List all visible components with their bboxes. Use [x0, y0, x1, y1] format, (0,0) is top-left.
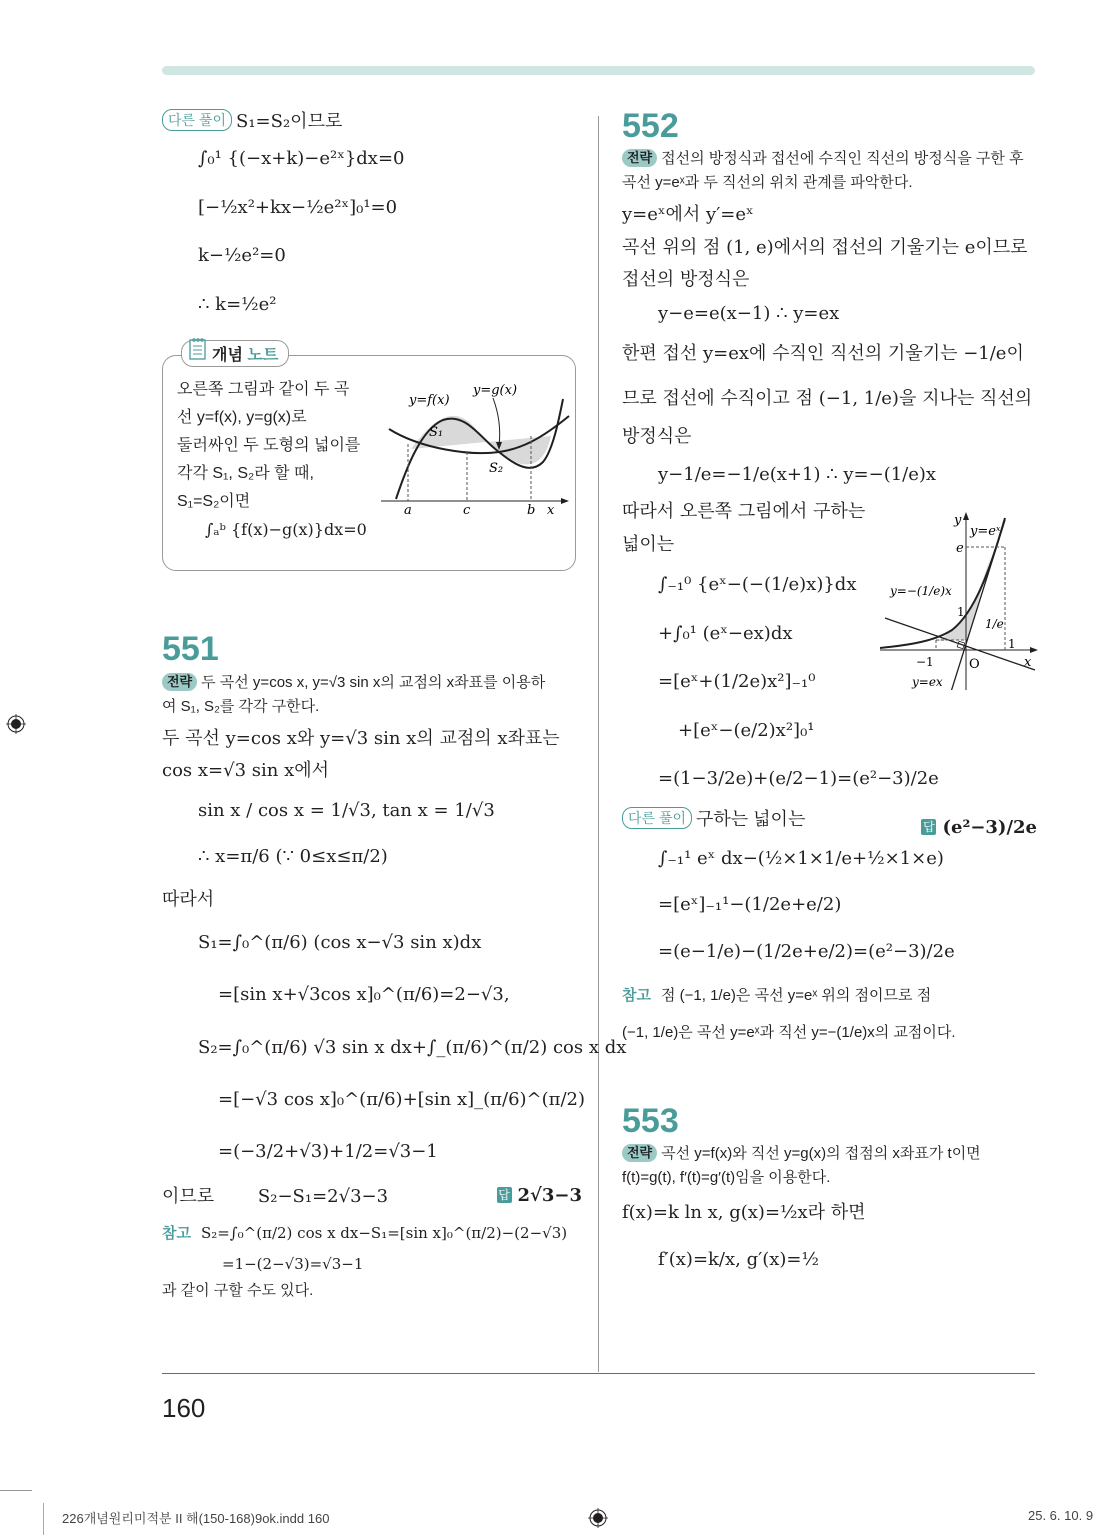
column-divider	[598, 116, 599, 1372]
registration-mark-icon	[588, 1508, 608, 1528]
s2-result: =(−3/2+√3)+1/2=√3−1	[218, 1140, 438, 1162]
concept-note-text: 오른쪽 그림과 같이 두 곡 선 y=f(x), y=g(x)로 둘러싸인 두 도형의 넓이를 각각 S₁, S₂라 할 때, S₁=S₂이면 ∫ₐᵇ {f(x)−g(x)}dx=0	[177, 376, 367, 544]
eq-x: ∴ x=π/6 (∵ 0≤x≤π/2)	[198, 846, 388, 868]
calc-line: ∫₋₁⁰ {eˣ−(−(1/e)x)}dx	[658, 574, 857, 596]
alt-solution-badge: 다른 풀이	[622, 807, 692, 829]
concept-formula: ∫ₐᵇ {f(x)−g(x)}dx=0	[205, 520, 367, 540]
svg-text:S₁: S₁	[429, 425, 444, 441]
strategy-553: 전략 곡선 y=f(x)와 직선 y=g(x)의 접점의 x좌표가 t이면	[622, 1142, 1037, 1166]
svg-text:x: x	[547, 503, 555, 515]
note-551: 참고 S₂=∫₀^(π/2) cos x dx−S₁=[sin x]₀^(π/2)−(2−√3)	[162, 1224, 568, 1243]
right-column: 552 전략 접선의 방정식과 접선에 수직인 직선의 방정식을 구한 후 곡선 y=eˣ과 두 직선의 위치 관계를 파악한다. y=eˣ에서 y′=eˣ 곡선 위의 점 (1, e)에서의 접선의 기울기는 e이므로 접선의 방정식은 y−e=e(x−1) ∴ y=ex 한편 접선 y=ex에 수직인 직선의 기울기는 −1/e이 므로 접선에 수직이고 점 (−1, 1/e)을 지나는 직선의 방정식은 y−1/e=−1/e(x+1) ∴ y=−(1/e)x 따라서 오른쪽 그림에서 구하는 넓이는 ∫₋₁⁰ {eˣ−(−(1/e)x)}dx +∫₀¹ (eˣ−ex)dx =[eˣ+(1/2e)x²]₋₁⁰ +[eˣ−(e/2)x²]₀¹ =(1−3/2e)+(e/2−1)=(e²−3)/2e 답 (e²−3)/2e 다른 풀이 구하는 넓이는 ∫₋₁¹ eˣ dx−(½×1×1/e+½×1×e) =[eˣ]₋₁¹−(1/2e+e/2) =(e−1/e)−(1/2e+e/2)=(e²−3)/2e 참고 점 (−1, 1/e)은 곡선 y=eˣ 위의 점이므로 점 (−1, 1/e)은 곡선 y=eˣ과 직선 y=−(1/e)x의 교점이다. 553 전략 곡선 y=f(x)와 직선 y=g(x)의 접점의 x좌표가 t이면 f(t)=g(t), f′(t)=g′(t)임을 이용한다. f(x)=k ln x, g(x)=½x라 하면 f′(x)=k/x, g′(x)=½ y y=eˣ e y=−(1/e)x 1 1/e 1 x −1 O y=ex	[622, 108, 1037, 1284]
s2-line: S₂=∫₀^(π/6) √3 sin x dx+∫_(π/6)^(π/2) cos x dx	[198, 1036, 627, 1058]
svg-text:O: O	[969, 657, 980, 672]
svg-text:b: b	[527, 503, 536, 515]
svg-text:c: c	[463, 503, 471, 515]
svg-text:y=eˣ: y=eˣ	[970, 524, 1001, 539]
conclusion-551: 이므로 S₂−S₁=2√3−3 답 2√3−3	[162, 1178, 582, 1215]
s1-result: =[sin x+√3cos x]₀^(π/6)=2−√3,	[218, 984, 510, 1006]
exp-graph-diagram	[880, 510, 1040, 690]
svg-text:a: a	[404, 503, 412, 515]
math-line: ∴ k=½e²	[198, 293, 277, 315]
note-552: 참고 점 (−1, 1/e)은 곡선 y=eˣ 위의 점이므로 점	[622, 987, 932, 1005]
eq-tan: sin x / cos x = 1/√3, tan x = 1/√3	[198, 799, 495, 821]
problem-number-551: 551	[162, 630, 219, 669]
left-column: 다른 풀이 S₁=S₂이므로 ∫₀¹ {(−x+k)−e²ˣ}dx=0 [−½x²+kx−½e²ˣ]₀¹=0 k−½e²=0 ∴ k=½e² 개념 노트 오른쪽 그림과 같이 두 곡 선 y=f(x), y=g(x)로 둘러싸인 두 도형의 넓이를 각각 S₁, S₂라 할 때, S₁=S₂이면 ∫ₐᵇ {f(x)−g(x)}dx=0 y=f(x) y=g(x) S₁ S₂ a c b x 551 전략 두 곡선 y=cos x, y=√3 sin x의 교점의 x좌표를 이용하 여 S₁, S₂를 각각 구한다. 두 곡선 y=cos x와 y=√3 sin x의 교점의 x좌표는 cos x=√3 sin x에서 sin x / cos x = 1/√3, tan x = 1/√3 ∴ x=π/6 (∵ 0≤x≤π/2) 따라서 S₁=∫₀^(π/6) (cos x−√3 sin x)dx =[sin x+√3cos x]₀^(π/6)=2−√3, S₂=∫₀^(π/6) √3 sin x dx+∫_(π/6)^(π/2) cos x dx =[−√3 cos x]₀^(π/6)+[sin x]_(π/6)^(π/2) =(−3/2+√3)+1/2=√3−1 이므로 S₂−S₁=2√3−3 답 2√3−3 참고 S₂=∫₀^(π/2) cos x dx−S₁=[sin x]₀^(π/2)−(2−√3) =1−(2−√3)=√3−1 과 같이 구할 수도 있다.	[162, 108, 582, 1306]
print-slug-date: 25. 6. 10. 9	[1028, 1508, 1094, 1523]
problem-number-553: 553	[622, 1102, 679, 1141]
calc-result: =(1−3/2e)+(e/2−1)=(e²−3)/2e 답 (e²−3)/2e	[622, 755, 1037, 804]
alt-solution-badge: 다른 풀이	[162, 109, 232, 131]
svg-text:x: x	[1024, 655, 1032, 670]
concept-note-tab: 개념 노트	[181, 340, 289, 367]
label-f: y=f(x)	[409, 393, 450, 409]
answer-551: 답 2√3−3	[498, 1185, 582, 1207]
svg-text:1/e: 1/e	[985, 617, 1004, 631]
label-g: y=g(x)	[473, 383, 518, 399]
strategy-badge: 전략	[162, 673, 197, 691]
svg-text:y=ex: y=ex	[912, 675, 943, 689]
math-line: ∫₀¹ {(−x+k)−e²ˣ}dx=0	[198, 148, 405, 169]
alt-solution-intro: 다른 풀이 S₁=S₂이므로	[162, 108, 582, 135]
header-accent-bar	[162, 66, 1035, 75]
svg-text:−1: −1	[916, 655, 934, 669]
crop-mark	[43, 1503, 44, 1535]
crop-mark	[0, 1490, 32, 1491]
answer-552: 답 (e²−3)/2e	[923, 817, 1037, 839]
calc-line: +[eˣ−(e/2)x²]₀¹	[678, 719, 815, 741]
calc-line: +∫₀¹ (eˣ−ex)dx	[658, 622, 793, 644]
strategy-badge: 전략	[622, 149, 657, 167]
svg-text:y: y	[954, 513, 962, 528]
page-number: 160	[162, 1393, 206, 1423]
footer-rule	[162, 1373, 1035, 1374]
alt-solution-552: 다른 풀이 구하는 넓이는	[622, 804, 1037, 836]
s1-line: S₁=∫₀^(π/6) (cos x−√3 sin x)dx	[198, 932, 482, 954]
calc-line: =[eˣ+(1/2e)x²]₋₁⁰	[658, 671, 816, 693]
math-line: k−½e²=0	[198, 245, 286, 267]
strategy-552: 전략 접선의 방정식과 접선에 수직인 직선의 방정식을 구한 후	[622, 147, 1037, 171]
svg-text:y=−(1/e)x: y=−(1/e)x	[890, 584, 952, 598]
print-slug-filename: 226개념원리미적분 II 해(150-168)9ok.indd 160	[62, 1511, 330, 1526]
memo-icon	[188, 337, 208, 361]
concept-note-box	[162, 347, 576, 571]
s2-step: =[−√3 cos x]₀^(π/6)+[sin x]_(π/6)^(π/2)	[218, 1088, 586, 1110]
svg-text:S₂: S₂	[489, 461, 504, 477]
strategy-551: 전략 두 곡선 y=cos x, y=√3 sin x의 교점의 x좌표를 이용하	[162, 671, 582, 695]
registration-mark-icon	[6, 714, 26, 734]
svg-text:1: 1	[1008, 637, 1016, 651]
problem-number-552: 552	[622, 107, 679, 145]
svg-text:1: 1	[957, 605, 965, 619]
concept-graph-diagram	[381, 374, 571, 514]
strategy-badge: 전략	[622, 1144, 657, 1162]
math-line: [−½x²+kx−½e²ˣ]₀¹=0	[198, 196, 398, 218]
svg-text:e: e	[956, 541, 964, 556]
